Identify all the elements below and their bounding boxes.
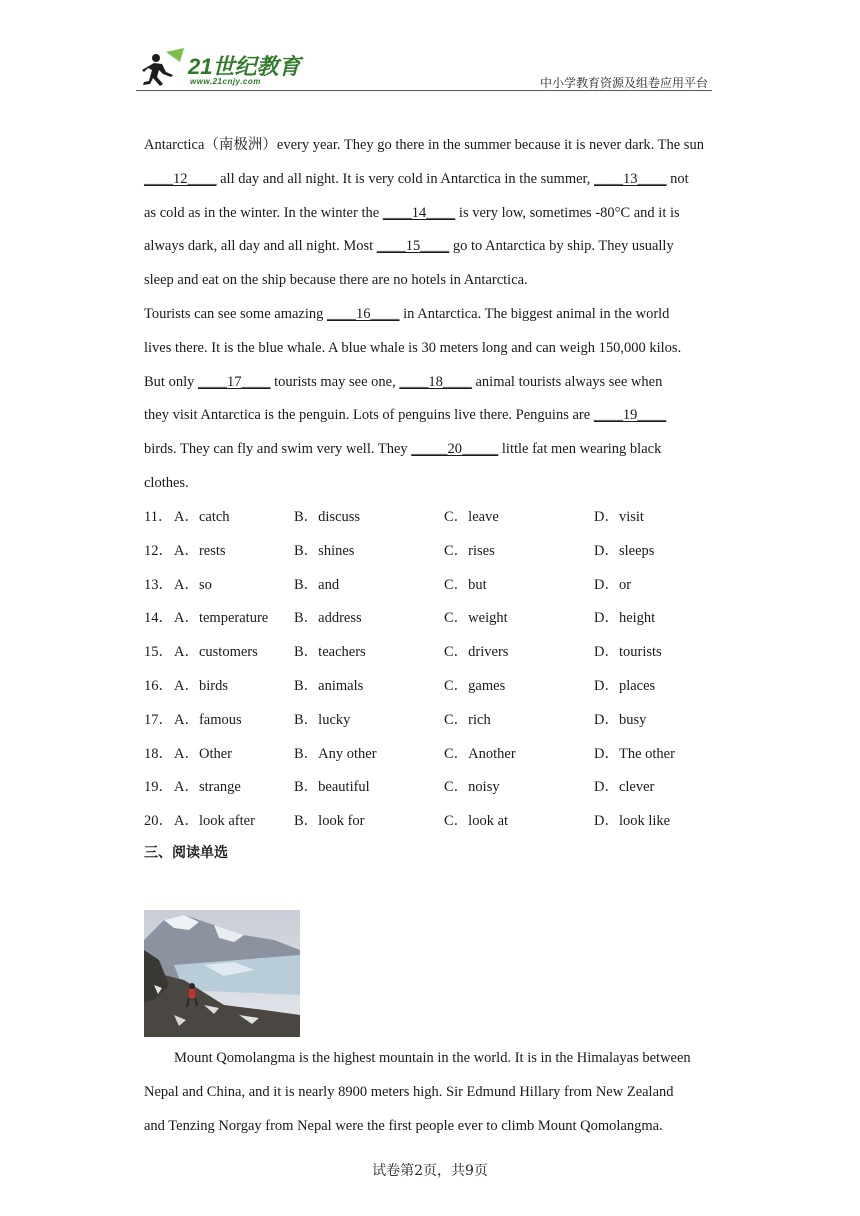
passage-text: not — [666, 170, 689, 187]
question-row — [144, 569, 720, 603]
question-number: 18． — [144, 745, 173, 762]
option-d[interactable]: D．busy — [594, 711, 647, 728]
passage-text: Antarctica（南极洲）every year. They go there in the summer because it is never dark. The sun — [144, 137, 704, 153]
passage-text: clothes. — [144, 474, 189, 491]
option-b[interactable]: B．teachers — [294, 644, 366, 661]
passage-text: Tourists can see some amazing — [144, 305, 327, 322]
passage-line — [144, 467, 720, 501]
passage-line — [144, 399, 720, 433]
option-a[interactable]: A．strange — [174, 779, 241, 796]
question-number: 12． — [144, 542, 173, 559]
option-d[interactable]: D．The other — [594, 745, 675, 762]
passage-text: always dark, all day and all night. Most — [144, 238, 377, 255]
passage-text: is very low, sometimes -80°C and it is — [455, 204, 680, 221]
answer-blank: ____16____ — [327, 305, 400, 322]
passage-text: sleep and eat on the ship because there are no hotels in Antarctica. — [144, 272, 528, 289]
question-row — [144, 738, 720, 772]
question-number: 20． — [144, 813, 173, 830]
option-b[interactable]: B．beautiful — [294, 779, 370, 796]
cloze-passage — [144, 129, 720, 501]
passage-line — [144, 298, 720, 332]
option-a[interactable]: A．famous — [174, 711, 242, 728]
answer-blank: ____14____ — [382, 204, 456, 221]
option-b[interactable]: B．look for — [294, 813, 365, 830]
question-row — [144, 805, 720, 839]
option-b[interactable]: B．animals — [294, 678, 364, 694]
passage-text: birds. They can fly and swim very well. They — [144, 441, 412, 458]
reading-line: and Tenzing Norgay from Nepal were the first people ever to climb Mount Qomolangma. — [144, 1117, 663, 1134]
logo-text: 21世纪教育 — [188, 54, 301, 79]
reading-line: Mount Qomolangma is the highest mountain in the world. It is in the Himalayas between — [174, 1050, 691, 1066]
passage-text: tourists may see one, — [270, 373, 400, 390]
passage-line — [144, 163, 720, 197]
passage-text: But only — [144, 373, 198, 390]
question-row — [144, 602, 720, 636]
question-number: 19． — [144, 779, 173, 796]
question-row — [144, 636, 720, 670]
question-row — [144, 535, 720, 569]
passage-line — [144, 129, 720, 163]
answer-blank: ____13____ — [594, 170, 667, 187]
option-b[interactable]: B．and — [294, 576, 340, 593]
option-b[interactable]: B．Any other — [294, 745, 377, 762]
option-a[interactable]: A．catch — [174, 509, 230, 525]
question-number: 15． — [144, 644, 173, 661]
reading-line: Nepal and China, and it is nearly 8900 meters high. Sir Edmund Hillary from New Zealand — [144, 1083, 674, 1100]
option-a[interactable]: A．look after — [174, 813, 255, 830]
option-d[interactable]: D．sleeps — [594, 542, 655, 559]
answer-blank: ____18____ — [399, 373, 472, 390]
option-c[interactable]: C．rich — [444, 711, 491, 728]
option-b[interactable]: B．lucky — [294, 711, 351, 728]
option-a[interactable]: A．Other — [174, 745, 232, 762]
passage-text: go to Antarctica by ship. They usually — [449, 238, 674, 255]
passage-line — [144, 230, 720, 264]
question-number: 16． — [144, 678, 173, 694]
option-c[interactable]: C．Another — [444, 745, 516, 762]
answer-blank: ____19____ — [593, 407, 667, 424]
option-c[interactable]: C．leave — [444, 509, 499, 525]
option-b[interactable]: B．address — [294, 610, 362, 627]
question-number: 11． — [144, 509, 173, 525]
option-a[interactable]: A．so — [174, 576, 212, 593]
option-d[interactable]: D．places — [594, 678, 656, 694]
section-title: 三、阅读单选 — [144, 845, 228, 861]
passage-text: little fat men wearing black — [498, 441, 662, 458]
passage-line — [144, 264, 720, 298]
question-number: 14． — [144, 610, 173, 627]
runner-logo-icon — [140, 46, 188, 90]
question-number: 13． — [144, 576, 173, 593]
passage-text: all day and all night. It is very cold in Antarctica in the summer, — [216, 170, 595, 187]
passage-text: as cold as in the winter. In the winter the — [144, 204, 383, 221]
option-b[interactable]: B．discuss — [294, 509, 361, 525]
question-row — [144, 704, 720, 738]
option-a[interactable]: A．rests — [174, 542, 226, 559]
option-a[interactable]: A．customers — [174, 644, 258, 661]
option-c[interactable]: C．rises — [444, 542, 495, 559]
question-number: 17． — [144, 711, 173, 728]
option-c[interactable]: C．but — [444, 576, 487, 593]
question-row — [144, 771, 720, 805]
passage-text: they visit Antarctica is the penguin. Lots of penguins live there. Penguins are — [144, 407, 594, 424]
page-number: 试卷第2页，共9页 — [372, 1163, 488, 1179]
passage-text: animal tourists always see when — [471, 373, 663, 390]
passage-line — [144, 366, 720, 400]
passage-text: lives there. It is the blue whale. A blue whale is 30 meters long and can weigh 150,000 kilos. — [144, 339, 682, 356]
passage-text: in Antarctica. The biggest animal in the world — [399, 305, 670, 322]
option-d[interactable]: D．height — [594, 610, 656, 627]
option-d[interactable]: D．look like — [594, 813, 671, 830]
option-c[interactable]: C．weight — [444, 610, 508, 627]
option-c[interactable]: C．drivers — [444, 644, 509, 661]
answer-blank: _____20_____ — [411, 441, 499, 458]
reading-passage — [144, 1042, 720, 1143]
option-b[interactable]: B．shines — [294, 542, 355, 559]
mountain-climber-photo — [144, 910, 300, 1037]
option-d[interactable]: D．tourists — [594, 644, 662, 661]
option-d[interactable]: D．or — [594, 576, 632, 593]
option-c[interactable]: C．look at — [444, 813, 509, 830]
platform-name: 中小学教育资源及组卷应用平台 — [539, 76, 708, 90]
answer-blank: ____17____ — [197, 373, 271, 390]
logo-url: www.21cnjy.com — [190, 77, 261, 86]
passage-line — [144, 197, 720, 231]
option-d[interactable]: D．visit — [594, 509, 644, 525]
answer-blank: ____15____ — [376, 238, 450, 255]
question-row — [144, 670, 720, 704]
page-header — [136, 44, 712, 92]
brand-logo — [140, 46, 310, 90]
option-c[interactable]: C．noisy — [444, 779, 500, 796]
passage-line — [144, 332, 720, 366]
option-a[interactable]: A．birds — [174, 678, 228, 694]
option-c[interactable]: C．games — [444, 678, 506, 694]
option-d[interactable]: D．clever — [594, 779, 655, 796]
option-a[interactable]: A．temperature — [174, 610, 269, 627]
header-divider — [136, 90, 712, 91]
question-row — [144, 501, 720, 535]
passage-line — [144, 433, 720, 467]
answer-blank: ____12____ — [144, 170, 217, 187]
